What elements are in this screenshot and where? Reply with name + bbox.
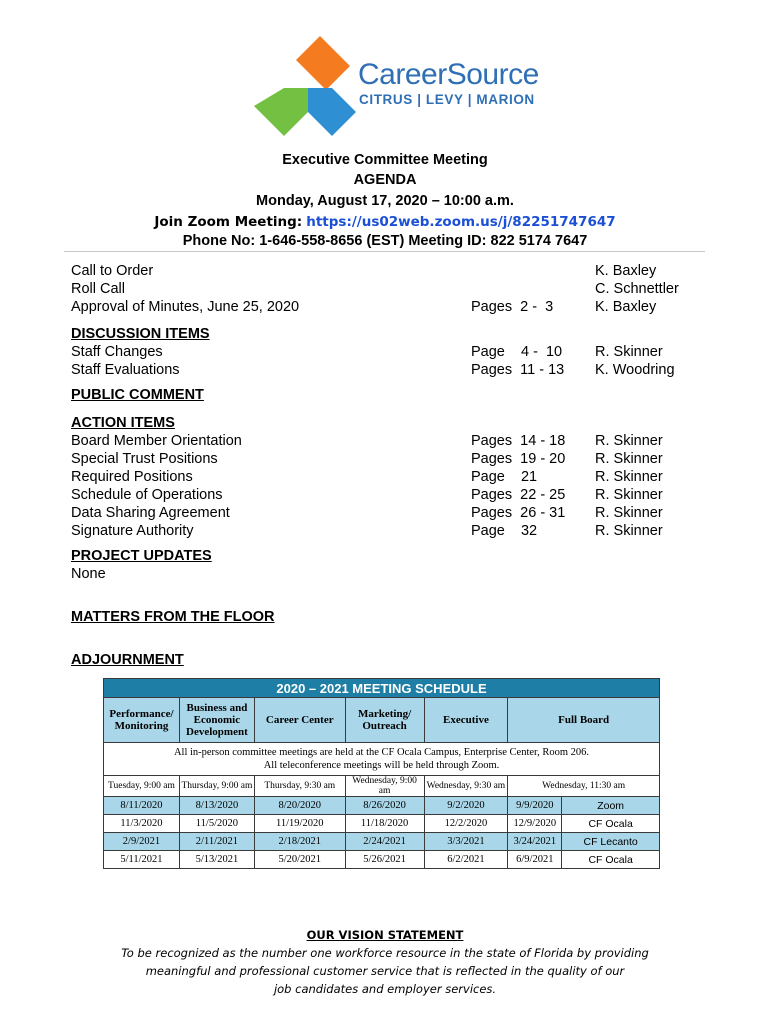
schedule-time: Tuesday, 9:00 am — [104, 776, 180, 797]
discussion-heading: DISCUSSION ITEMS — [71, 326, 210, 342]
schedule-time: Wednesday, 11:30 am — [508, 776, 660, 797]
schedule-time: Wednesday, 9:30 am — [424, 776, 508, 797]
schedule-cell: 5/13/2021 — [179, 851, 254, 869]
schedule-location: CF Lecanto — [562, 833, 660, 851]
schedule-cell: 6/9/2021 — [508, 851, 562, 869]
schedule-row — [104, 833, 660, 851]
schedule-cell: 5/11/2021 — [104, 851, 180, 869]
agenda-item: Special Trust Positions — [71, 451, 218, 467]
agenda-presenter: K. Baxley — [595, 299, 657, 315]
zoom-link[interactable]: https://us02web.zoom.us/j/82251747647 — [306, 214, 616, 230]
schedule-header: Career Center — [254, 698, 345, 743]
adjournment-heading: ADJOURNMENT — [71, 652, 184, 668]
schedule-note-line: All teleconference meetings will be held through Zoom. — [263, 760, 500, 771]
schedule-cell: 3/3/2021 — [424, 833, 508, 851]
agenda-pages: Page 4 - 10 — [471, 344, 563, 360]
agenda-presenter: C. Schnettler — [595, 281, 679, 297]
agenda-item: Schedule of Operations — [71, 487, 223, 503]
agenda-presenter: R. Skinner — [595, 523, 663, 539]
schedule-cell: 11/19/2020 — [254, 815, 345, 833]
logo-mark-icon — [250, 32, 360, 138]
schedule-cell: 8/20/2020 — [254, 797, 345, 815]
vision-line: To be recognized as the number one workforce resource in the state of Florida by providing — [121, 946, 649, 960]
schedule-header: Full Board — [508, 698, 660, 743]
schedule-cell: 8/13/2020 — [179, 797, 254, 815]
schedule-header: Business and Economic Development — [179, 698, 254, 743]
vision-title: OUR VISION STATEMENT — [306, 928, 464, 942]
agenda-pages: Pages 19 - 20 — [471, 451, 566, 467]
schedule-cell: 2/24/2021 — [345, 833, 424, 851]
zoom-label: Join Zoom Meeting: — [154, 214, 303, 230]
project-updates-heading: PROJECT UPDATES — [71, 548, 212, 564]
agenda-item: Signature Authority — [71, 523, 194, 539]
meeting-title: Executive Committee Meeting — [282, 152, 488, 168]
vision-line: job candidates and employer services. — [273, 982, 497, 996]
agenda-pages: Page 32 — [471, 523, 538, 539]
schedule-cell: 11/3/2020 — [104, 815, 180, 833]
zoom-line — [0, 214, 770, 230]
meeting-schedule-table — [103, 678, 660, 869]
schedule-title: 2020 – 2021 MEETING SCHEDULE — [104, 679, 660, 698]
schedule-cell: 2/9/2021 — [104, 833, 180, 851]
agenda-pages: Page 21 — [471, 469, 538, 485]
schedule-cell: 6/2/2021 — [424, 851, 508, 869]
agenda-item: Call to Order — [71, 263, 154, 279]
schedule-time: Thursday, 9:30 am — [254, 776, 345, 797]
project-updates-none: None — [71, 566, 106, 582]
schedule-location: Zoom — [562, 797, 660, 815]
agenda-item: Required Positions — [71, 469, 193, 485]
schedule-location: CF Ocala — [562, 851, 660, 869]
careersource-logo — [250, 32, 539, 138]
action-heading: ACTION ITEMS — [71, 415, 175, 431]
agenda-presenter: K. Woodring — [595, 362, 675, 378]
matters-heading: MATTERS FROM THE FLOOR — [71, 609, 275, 625]
schedule-cell: 9/2/2020 — [424, 797, 508, 815]
header-divider — [64, 251, 705, 252]
agenda-pages: Pages 11 - 13 — [471, 362, 565, 378]
agenda-item: Board Member Orientation — [71, 433, 242, 449]
phone-line: Phone No: 1-646-558-8656 (EST) Meeting ID: 822 5174 7647 — [182, 233, 588, 249]
meeting-date: Monday, August 17, 2020 – 10:00 a.m. — [256, 193, 514, 209]
schedule-cell: 12/2/2020 — [424, 815, 508, 833]
agenda-presenter: R. Skinner — [595, 487, 663, 503]
schedule-cell: 9/9/2020 — [508, 797, 562, 815]
agenda-presenter: R. Skinner — [595, 505, 663, 521]
schedule-cell: 2/11/2021 — [179, 833, 254, 851]
schedule-cell: 5/20/2021 — [254, 851, 345, 869]
agenda-pages: Pages 26 - 31 — [471, 505, 566, 521]
schedule-cell: 12/9/2020 — [508, 815, 562, 833]
schedule-header: Performance/ Monitoring — [104, 698, 180, 743]
agenda-title: AGENDA — [353, 172, 417, 188]
schedule-cell: 11/5/2020 — [179, 815, 254, 833]
agenda-pages: Pages 22 - 25 — [471, 487, 566, 503]
agenda-presenter: R. Skinner — [595, 469, 663, 485]
agenda-item: Staff Evaluations — [71, 362, 180, 378]
public-comment-heading: PUBLIC COMMENT — [71, 387, 204, 403]
schedule-row — [104, 815, 660, 833]
logo-sub-text: CITRUS | LEVY | MARION — [359, 92, 535, 107]
schedule-cell: 8/26/2020 — [345, 797, 424, 815]
agenda-item: Roll Call — [71, 281, 125, 297]
schedule-cell: 2/18/2021 — [254, 833, 345, 851]
schedule-time: Thursday, 9:00 am — [179, 776, 254, 797]
schedule-time: Wednesday, 9:00 am — [345, 776, 424, 797]
schedule-header: Marketing/ Outreach — [345, 698, 424, 743]
agenda-item: Approval of Minutes, June 25, 2020 — [71, 299, 300, 315]
agenda-presenter: R. Skinner — [595, 433, 663, 449]
schedule-cell: 8/11/2020 — [104, 797, 180, 815]
agenda-item: Data Sharing Agreement — [71, 505, 230, 521]
schedule-note — [104, 743, 660, 776]
agenda-presenter: K. Baxley — [595, 263, 657, 279]
schedule-note-line: All in-person committee meetings are held at the CF Ocala Campus, Enterprise Center, Room 206. — [173, 747, 590, 758]
vision-line: meaningful and professional customer service that is reflected in the quality of our — [145, 964, 625, 978]
agenda-pages: Pages 14 - 18 — [471, 433, 566, 449]
agenda-presenter: R. Skinner — [595, 451, 663, 467]
schedule-header: Executive — [424, 698, 508, 743]
agenda-presenter: R. Skinner — [595, 344, 663, 360]
schedule-location: CF Ocala — [562, 815, 660, 833]
logo-brand-text: CareerSource — [358, 58, 539, 91]
schedule-cell: 11/18/2020 — [345, 815, 424, 833]
schedule-row — [104, 797, 660, 815]
schedule-row — [104, 851, 660, 869]
agenda-item: Staff Changes — [71, 344, 163, 360]
schedule-cell: 5/26/2021 — [345, 851, 424, 869]
agenda-pages: Pages 2 - 3 — [471, 299, 554, 315]
schedule-cell: 3/24/2021 — [508, 833, 562, 851]
